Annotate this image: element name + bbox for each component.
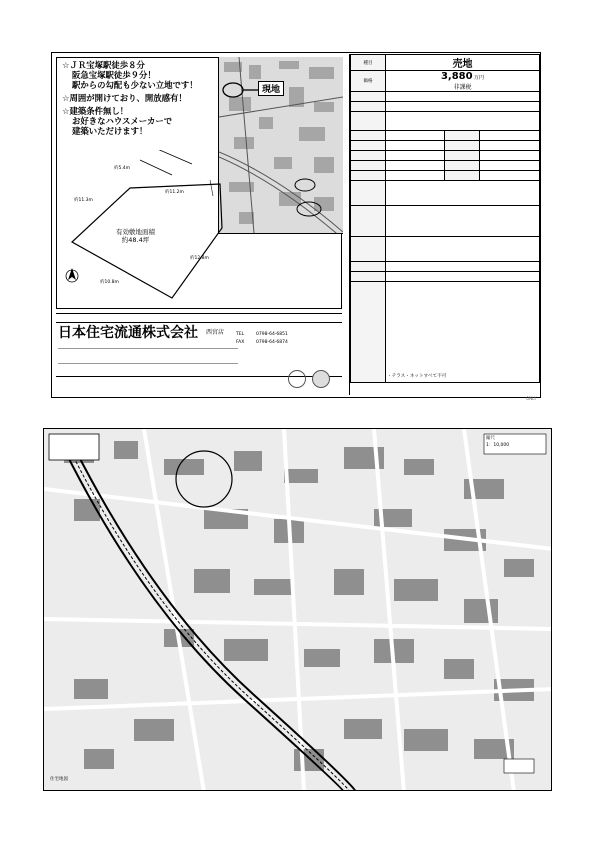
- dim-top: 約5.4m: [114, 166, 131, 171]
- spec-label-cell: [445, 161, 480, 171]
- spec-label-cell: [445, 171, 480, 181]
- sheet-code: ONLY: [526, 396, 537, 401]
- price-label: 価格: [351, 71, 386, 92]
- property-spec-sheet: [349, 54, 541, 401]
- spec-label-cell: [351, 171, 386, 181]
- spec-value-cell: [480, 161, 540, 171]
- spec-label-cell: [351, 92, 386, 102]
- spec-label-cell: [351, 262, 386, 272]
- headline-line: 阪急宝塚駅徒歩９分！: [72, 70, 156, 80]
- spec-value-cell: [480, 171, 540, 181]
- map-scale-label: 縮尺: [486, 436, 495, 441]
- spec-label-cell: [445, 141, 480, 151]
- fax-number: 0798-64-6874: [256, 340, 288, 345]
- lot-area-caption: 有効敷地面積: [116, 228, 155, 236]
- map-title: 住宅地図: [50, 777, 68, 782]
- street-map-graphic: [44, 429, 552, 791]
- price-cell: [386, 71, 540, 92]
- map-scale-value: 1：10,000: [486, 443, 510, 448]
- spec-label-cell: [351, 272, 386, 282]
- price-value: 3,880: [440, 71, 473, 82]
- spec-label-cell: [445, 131, 480, 141]
- spec-label-cell: [351, 151, 386, 161]
- company-name: 日本住宅流通株式会社: [58, 325, 198, 341]
- spec-label-cell: [351, 237, 386, 262]
- company-branch: 西宮店: [206, 329, 225, 336]
- company-seal-icon: [288, 370, 306, 388]
- spec-value-cell: [386, 112, 540, 131]
- type-label: 種目: [351, 55, 386, 71]
- site-plan: [60, 150, 260, 305]
- lot-area-label: [116, 228, 155, 244]
- spec-label-cell: [445, 151, 480, 161]
- spec-label-cell: [351, 102, 386, 112]
- spec-value-cell: [386, 92, 540, 102]
- type-value: 売地: [386, 55, 540, 71]
- spec-label-cell: [351, 161, 386, 171]
- spec-value-cell: [386, 206, 540, 237]
- company-block: [56, 313, 342, 394]
- headline-copy: [62, 60, 198, 136]
- spec-value-cell: [480, 151, 540, 161]
- fax-label: FAX: [236, 340, 245, 345]
- dim-left: 約11.3m: [74, 198, 93, 203]
- spec-value-cell: [386, 151, 445, 161]
- spec-label-cell: [351, 141, 386, 151]
- spec-value-cell: [386, 272, 540, 282]
- spec-value-cell: [386, 161, 445, 171]
- tel-label: TEL: [236, 332, 245, 337]
- stamp-icon: [312, 370, 330, 388]
- headline-line: 建築いただけます！: [72, 126, 148, 136]
- spec-value-cell: [386, 141, 445, 151]
- spec-value-cell: [386, 237, 540, 262]
- small-print-area: [58, 348, 238, 364]
- headline-line: 駅からの勾配も少ない立地です！: [72, 80, 198, 90]
- spec-value-cell: [480, 131, 540, 141]
- headline-line: ☆建築条件無し！: [62, 106, 129, 116]
- lot-outline-graphic: [60, 150, 260, 305]
- spec-value-cell: [386, 262, 540, 272]
- headline-line: ☆ＪＲ宝塚駅徒歩８分: [62, 60, 145, 70]
- price-unit: 万円: [474, 75, 485, 81]
- dim-right: 約12.8m: [190, 256, 209, 261]
- spec-label-cell: [351, 206, 386, 237]
- spec-value-cell: [386, 171, 445, 181]
- dim-bottom: 約10.8m: [100, 280, 119, 285]
- dim-right-top: 約11.2m: [165, 190, 184, 195]
- spec-label-cell: [351, 131, 386, 141]
- lot-area-value: 約48.4坪: [121, 236, 150, 244]
- tax-status: 非課税: [453, 84, 472, 91]
- spec-label-cell: [351, 282, 386, 383]
- spec-value-cell: [386, 102, 540, 112]
- site-marker: 現地: [258, 81, 284, 96]
- spec-table: [350, 54, 540, 383]
- tel-number: 0798-64-6851: [256, 332, 288, 337]
- headline-line: ☆周囲が開けており、開放感有！: [62, 93, 187, 103]
- remarks-text: ・テラス・ネットすべて不可: [387, 374, 447, 379]
- street-map: [43, 428, 552, 791]
- spec-value-cell: [386, 131, 445, 141]
- spec-label-cell: [351, 112, 386, 131]
- headline-line: お好きなハウスメーカーで: [72, 116, 173, 126]
- remarks-cell: [386, 282, 540, 383]
- spec-value-cell: [480, 141, 540, 151]
- spec-value-cell: [386, 181, 540, 206]
- spec-label-cell: [351, 181, 386, 206]
